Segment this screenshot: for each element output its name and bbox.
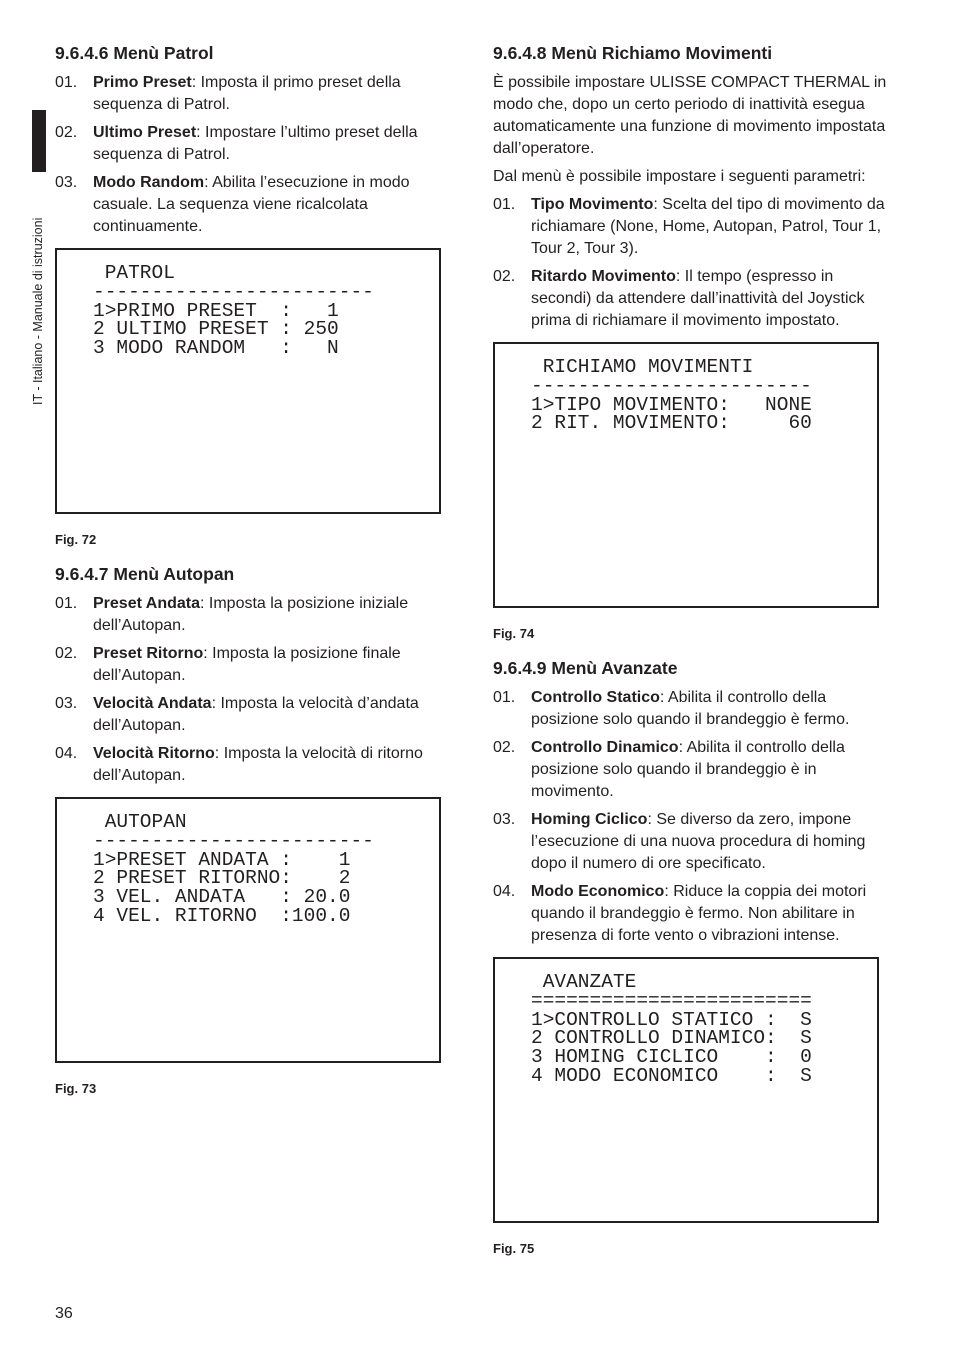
figure-caption: Fig. 75 (493, 1241, 535, 1256)
osd-screen-avanzate (493, 957, 879, 1223)
list-item: 03. Modo Random: Abilita l’esecuzione in modo casuale. La sequenza viene ricalcolata continuamente. (55, 174, 410, 235)
list-item: 01. Preset Andata: Imposta la posizione iniziale dell’Autopan. (55, 595, 409, 634)
page-number: 36 (55, 1305, 73, 1322)
figure-caption: Fig. 74 (493, 626, 535, 641)
figure-caption: Fig. 73 (55, 1081, 97, 1096)
osd-text: AVANZATE ======================== 1>CONTROLLO STATICO : S 2 CONTROLLO DINAMICO: S 3 HOMING CICLICO : 0 4 MODO ECONOMICO : S (531, 971, 812, 1087)
osd-screen-richiamo (493, 342, 879, 608)
list-item: 02. Ultimo Preset: Impostare l’ultimo preset della sequenza di Patrol. (55, 124, 418, 163)
list-item: 01. Controllo Statico: Abilita il controllo della posizione solo quando il brandeggio è fermo. (493, 689, 850, 728)
left-column (55, 40, 450, 1110)
list-item: 01. Tipo Movimento: Scelta del tipo di movimento da richiamare (None, Home, Autopan, Patrol, Tour 1, Tour 2, Tour 3). (493, 196, 885, 257)
section-autopan (55, 561, 450, 1096)
section-heading: 9.6.4.9 Menù Avanzate (493, 658, 678, 678)
osd-screen-autopan (55, 797, 441, 1063)
list-item: 04. Velocità Ritorno: Imposta la velocità di ritorno dell’Autopan. (55, 745, 423, 784)
sidebar-marker (32, 110, 46, 172)
osd-text: RICHIAMO MOVIMENTI ------------------------ 1>TIPO MOVIMENTO: NONE 2 RIT. MOVIMENTO: 60 (531, 356, 812, 435)
list-item: 02. Preset Ritorno: Imposta la posizione finale dell’Autopan. (55, 645, 401, 684)
section-richiamo-movimenti (493, 40, 898, 641)
list-item: 02. Ritardo Movimento: Il tempo (espresso in secondi) da attendere dall’inattività del Joystick prima di richiamare il movimento impostato. (493, 268, 865, 329)
paragraph: È possibile impostare ULISSE COMPACT THERMAL in modo che, dopo un certo periodo di inattività esegua automaticamente una funzione di movimento impostata dall’operatore. (493, 74, 887, 157)
list-item: 04. Modo Economico: Riduce la coppia dei motori quando il brandeggio è fermo. Non abilitare in presenza di forte vento o vibrazioni intense. (493, 883, 867, 944)
list-item: 03. Homing Ciclico: Se diverso da zero, impone l’esecuzione di una nuova procedura di homing dopo il numero di ore specificato. (493, 811, 866, 872)
section-patrol (55, 40, 450, 547)
paragraph: Dal menù è possibile impostare i seguenti parametri: (493, 168, 866, 185)
list-item: 01. Primo Preset: Imposta il primo preset della sequenza di Patrol. (55, 74, 401, 113)
osd-text: AUTOPAN ------------------------ 1>PRESET ANDATA : 1 2 PRESET RITORNO: 2 3 VEL. ANDATA : 20.0 4 VEL. RITORNO :100.0 (93, 811, 374, 927)
section-heading: 9.6.4.6 Menù Patrol (55, 43, 214, 63)
list-item: 03. Velocità Andata: Imposta la velocità d’andata dell’Autopan. (55, 695, 419, 734)
osd-text: PATROL ------------------------ 1>PRIMO PRESET : 1 2 ULTIMO PRESET : 250 3 MODO RANDOM : N (93, 262, 374, 360)
osd-screen-patrol (55, 248, 441, 514)
sidebar-language-label: IT - Italiano - Manuale di istruzioni (31, 217, 45, 405)
right-column (493, 40, 898, 1270)
section-heading: 9.6.4.8 Menù Richiamo Movimenti (493, 43, 773, 63)
list-item: 02. Controllo Dinamico: Abilita il controllo della posizione solo quando il brandeggio è in movimento. (493, 739, 845, 800)
figure-caption: Fig. 72 (55, 532, 97, 547)
section-heading: 9.6.4.7 Menù Autopan (55, 564, 235, 584)
section-avanzate (493, 655, 898, 1256)
